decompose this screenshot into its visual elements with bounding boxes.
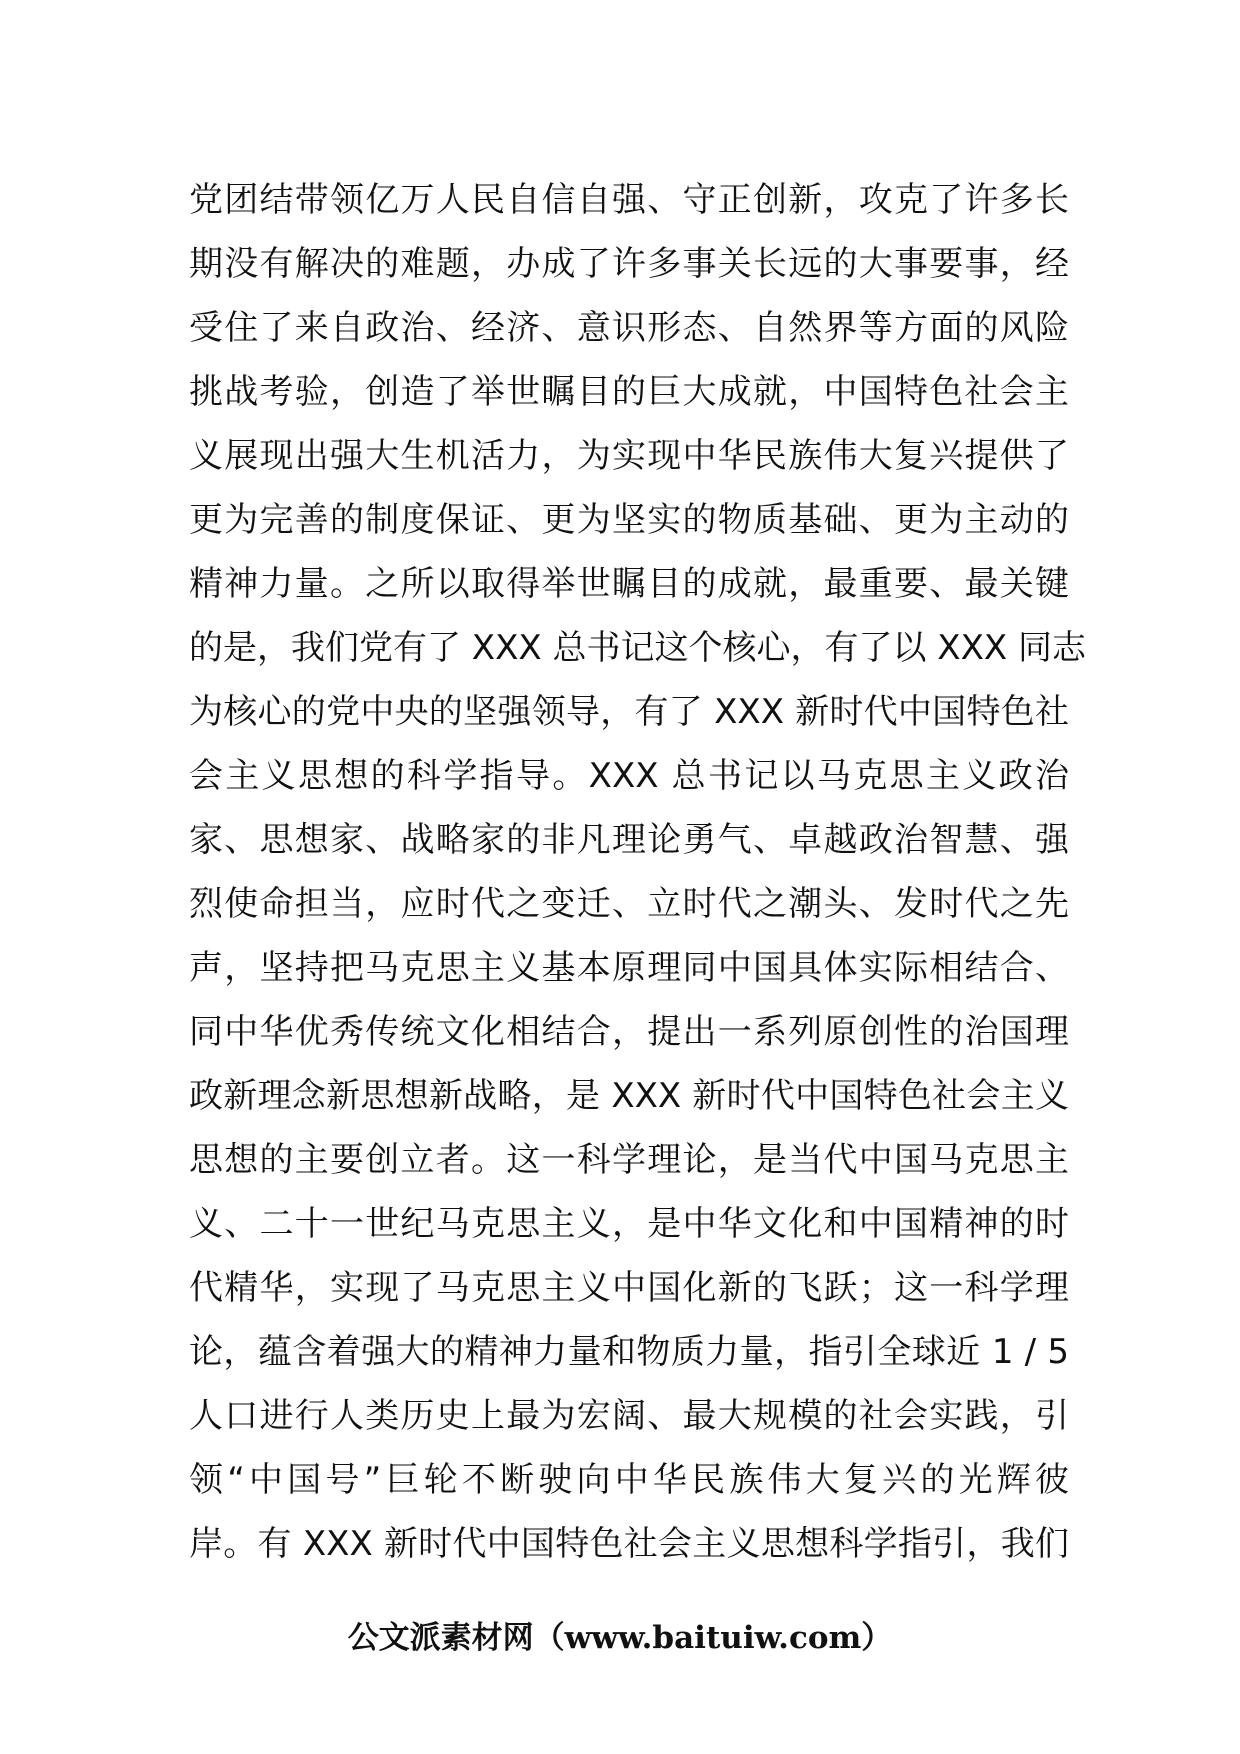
text-line: 为核心的党中央的坚强领导，有了 XXX 新时代中国特色社: [189, 692, 1069, 732]
page-footer: 公文派素材网（www.baituiw.com）: [347, 1620, 893, 1656]
text-line: 思想的主要创立者。这一科学理论，是当代中国马克思主: [189, 1140, 1069, 1180]
text-line: 期没有解决的难题，办成了许多事关长远的大事要事，经: [189, 244, 1069, 284]
text-line: 人口进行人类历史上最为宏阔、最大规模的社会实践，引: [189, 1396, 1069, 1436]
text-line: 更为完善的制度保证、更为坚实的物质基础、更为主动的: [189, 500, 1069, 540]
text-line: 的是，我们党有了 XXX 总书记这个核心，有了以 XXX 同志: [189, 628, 1086, 668]
text-line: 同中华优秀传统文化相结合，提出一系列原创性的治国理: [189, 1012, 1069, 1052]
text-line: 义、二十一世纪马克思主义，是中华文化和中国精神的时: [189, 1204, 1069, 1244]
text-line: 受住了来自政治、经济、意识形态、自然界等方面的风险: [189, 308, 1069, 348]
text-line: 义展现出强大生机活力，为实现中华民族伟大复兴提供了: [189, 436, 1069, 476]
text-line: 岸。有 XXX 新时代中国特色社会主义思想科学指引，我们: [189, 1524, 1069, 1564]
body-paragraph: [189, 168, 1086, 1576]
text-line: 挑战考验，创造了举世瞩目的巨大成就，中国特色社会主: [189, 372, 1069, 412]
text-line: 领“中国号”巨轮不断驶向中华民族伟大复兴的光辉彼: [189, 1460, 1069, 1500]
text-line: 精神力量。之所以取得举世瞩目的成就，最重要、最关键: [189, 564, 1069, 604]
text-line: 声，坚持把马克思主义基本原理同中国具体实际相结合、: [189, 948, 1069, 988]
text-line: 代精华，实现了马克思主义中国化新的飞跃；这一科学理: [189, 1268, 1069, 1308]
text-line: 党团结带领亿万人民自信自强、守正创新，攻克了许多长: [189, 180, 1069, 220]
text-line: 家、思想家、战略家的非凡理论勇气、卓越政治智慧、强: [189, 820, 1069, 860]
text-line: 会主义思想的科学指导。XXX 总书记以马克思主义政治: [189, 756, 1069, 796]
text-line: 烈使命担当，应时代之变迁、立时代之潮头、发时代之先: [189, 884, 1069, 924]
text-line: 论，蕴含着强大的精神力量和物质力量，指引全球近 1 / 5: [189, 1332, 1069, 1372]
text-line: 政新理念新思想新战略，是 XXX 新时代中国特色社会主义: [189, 1076, 1069, 1116]
